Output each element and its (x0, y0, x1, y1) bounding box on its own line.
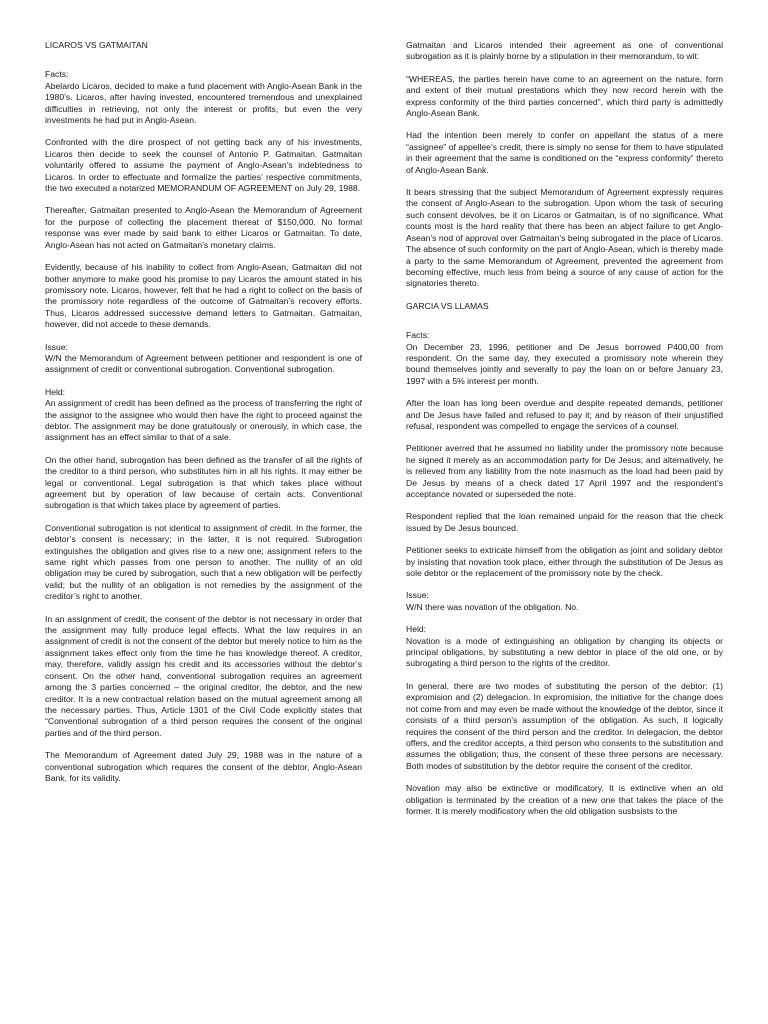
continuation-paragraph: Gatmaitan and Licaros intended their agreement as one of conventional subrogation as it is plainly borne by a stipulation in their memorandum, to wit: (406, 40, 723, 62)
facts-paragraph: Respondent replied that the loan remained unpaid for the reason that the check issued by De Jesus bounced. (406, 511, 723, 533)
held-paragraph: Novation may also be extinctive or modificatory. It is extinctive when an old obligation is terminated by the creation of a new one that takes the place of the former. It is merely modificatory when the old obligation susbsists to the (406, 783, 723, 816)
held-paragraph: Novation is a mode of extinguishing an obligation by changing its objects or principal obligations, by substituting a new debtor in place of the old one, or by subrogating a third person to the rights of the creditor. (406, 635, 723, 669)
held-paragraph: On the other hand, subrogation has been defined as the transfer of all the rights of the creditor to a third person, who substitutes him in all his rights. It may either be legal or conventional. Legal subrogation is that which takes place without agreement but by operation of law because of certain acts. Conventional subrogation is that which takes place by agreement of parties. (45, 454, 362, 511)
facts-paragraph: Petitioner seeks to extricate himself from the obligation as joint and solidary debtor by insisting that novation took place, either through the substitution of De Jesus as sole debtor or the replacement of the promissory note by the check. (406, 545, 723, 579)
facts-paragraph: Thereafter, Gatmaitan presented to Anglo-Asean the Memorandum of Agreement for the purpose of collecting the placement thereat of $150,000. No formal response was ever made by said bank to either Licaros or Gatmaitan. To date, Anglo-Asean has not acted on Gatmaitan’s monetary claims. (45, 205, 362, 250)
issue-paragraph: W/N there was novation of the obligation. No. (406, 601, 579, 612)
facts-paragraph: Abelardo Licaros, decided to make a fund placement with Anglo-Asean Bank in the 1980’s. Licaros, after having invested, encountered tremendous and unexplained difficulties in retrieving, not only the interest or profits, but even the very investments he had put in Anglo-Asean. (45, 80, 362, 126)
held-paragraph: The Memorandum of Agreement dated July 29, 1988 was in the nature of a conventional subrogation which requires the consent of the debtor, Anglo-Asean Bank, for its validity. (45, 750, 362, 783)
facts-paragraph: On December 23, 1996, petitioner and De Jesus borrowed P400,00 from respondent. On the same day, they executed a promissory note wherein they bound themselves jointly and severally to pay the loan on or before January 23, 1997 with a 5% interest per month. (406, 341, 723, 386)
left-column (45, 40, 362, 795)
facts-paragraph: Petitioner averred that he assumed no liability under the promissory note because he signed it merely as an accommodation party for De Jesus; and alternatively, he is relieved from any liability from the note inasmuch as the load had been paid by De Jesus by means of a check dated 17 April 1997 and the respondent’s acceptance novated or superseded the note. (406, 443, 723, 499)
case-title-garcia: GARCIA VS LLAMAS (406, 300, 489, 311)
held-paragraph: Conventional subrogation is not identical to assignment of credit. In the former, the debtor’s consent is necessary; in the latter, it is not required. Subrogation extinguishes the obligation and gives rise to a new one; assignment refers to the same right which passes from one person to another. The nullity of an old obligation may be cured by subrogation, such that a new obligation will be perfectly valid; but the nullity of an obligation is not remedies by the assignment of the creditor’s right to another. (45, 522, 362, 602)
held-paragraph: In an assignment of credit, the consent of the debtor is not necessary in order that the assignment may fully produce legal effects. What the law requires in an assignment of credit is not the consent of the debtor but merely notice to him as the assignment takes effect only from the time he has knowledge thereof. A creditor, may, therefore, validly assign his credit and its accessories without the debtor’s consent. On the other hand, conventional subrogation requires an agreement among the 3 parties concerned – the original creditor, the debtor, and the new creditor. It is a new contractual relation based on the mutual agreement among all the necessary parties. Thus, Article 1301 of the Civil Code explicitly states that “Conventional subrogation of a third person requires the consent of the original parties and of the third person. (45, 613, 362, 738)
issue-label: Issue: (45, 341, 68, 352)
continuation-paragraph: It bears stressing that the subject Memorandum of Agreement expressly requires the consent of Anglo-Asean to the subrogation. Upon whom the task of securing such consent devolves, be it on Licaros or Gatmaitan, is of no significance. What counts most is the hard reality that there has been an abject failure to get Anglo-Asean’s nod of approval over Gatmaitan’s being subrogated in the place of Licaros. The absence of such conformity on the part of Anglo-Asean, which is thereby made a party to the same Memorandum of Agreement, prevented the agreement from becoming effective, much less from being a source of any cause of action for the signatories thereto. (406, 187, 723, 289)
facts-paragraph: Confronted with the dire prospect of not getting back any of his investments, Licaros then decide to seek the counsel of Antonio P. Gatmaitan. Gatmaitan voluntarily offered to assume the payment of Anglo-Asean’s indebtedness to Licaros. In order to effectuate and formalize the parties’ respective commitments, the two executed a notarized MEMORANDUM OF AGREEMENT on July 29, 1988. (45, 137, 362, 194)
issue-label: Issue: (406, 590, 429, 601)
held-paragraph: In general, there are two modes of substituting the person of the debtor: (1) expromision and (2) delegacion. In expromision, the initiative for the change does not come from and may even be made without the knowledge of the debtor, since it consists of a third person’s assumption of the obligation. As such, it logically requires the consent of the third person and the creditor. In delegacion, the debtor offers, and the creditor accepts, a third person who consents to the substitution and assumes the obligation; thus, the consent of these three persons are necessary. Both modes of substitution by the debtor require the consent of the creditor. (406, 680, 723, 771)
held-label: Held: (45, 386, 66, 397)
continuation-paragraph: Had the intention been merely to confer on appellant the status of a mere “assignee” of appellee’s credit, there is simply no sense for them to have stipulated in their agreement that the same is conditioned on the “express conformity” thereto of Anglo-Asean Bank. (406, 130, 723, 175)
case-title-licaros: LICAROS VS GATMAITAN (45, 40, 148, 50)
continuation-paragraph: “WHEREAS, the parties herein have come to an agreement on the nature, form and extent of their mutual prestations which they now record herein with the express conformity of the third parties concerned”, which third party is admittedly Anglo-Asean Bank. (406, 73, 723, 119)
facts-label: Facts: (406, 330, 430, 341)
facts-label: Facts: (45, 69, 69, 80)
held-paragraph: An assignment of credit has been defined as the process of transferring the right of the assignor to the assignee who would then have the right to proceed against the debtor. The assignment may be done gratuitously or onerously, in which case, the assignment has an effect similar to that of a sale. (45, 398, 362, 443)
facts-paragraph: After the loan has long been overdue and despite repeated demands, petitioner and De Jesus have failed and refused to pay it; and by reason of their unjustified refusal, respondent was compelled to engage the services of a counsel. (406, 398, 723, 431)
facts-paragraph: Evidently, because of his inability to collect from Anglo-Asean, Gatmaitan did not bother anymore to make good his promise to pay Licaros the amount stated in his promissory note. Licaros, however, felt that he had a right to collect on the basis of the promissory note regardless of the outcome of Gatmaitan’s recovery efforts. Thus, Licaros addressed successive demand letters to Gatmaitan. Gatmaitan, however, did not accede to these demands. (45, 262, 362, 330)
held-label: Held: (406, 624, 427, 635)
right-column (406, 40, 723, 828)
issue-paragraph: W/N the Memorandum of Agreement between petitioner and respondent is one of assignment of credit or conventional subrogation. Conventional subrogation. (45, 352, 362, 375)
